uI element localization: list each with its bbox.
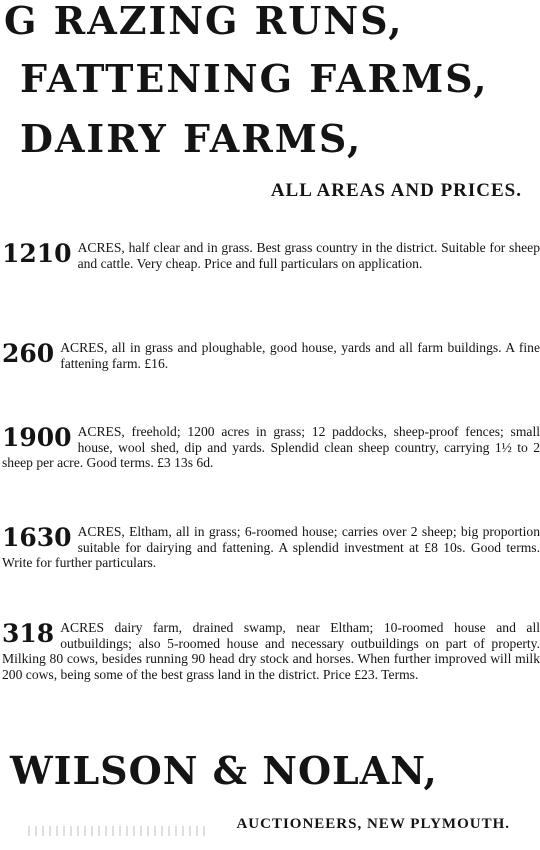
listing-acres: 1630 (2, 523, 72, 552)
print-smudge (28, 826, 208, 836)
heading-dairy-farms: DAIRY FARMS, (20, 116, 363, 161)
listing-acres: 260 (2, 339, 55, 368)
firm-name: WILSON & NOLAN, (10, 748, 438, 793)
listing-acres: 318 (2, 619, 55, 648)
listing-1630-acres (2, 524, 540, 571)
listing-acres: 1210 (2, 239, 72, 268)
listing-260-acres (2, 340, 540, 371)
listing-text: ACRES, freehold; 1200 acres in grass; 12 paddocks, sheep-proof fences; small house, wool shed, dip and yards. Splendid clean sheep country, carrying 1½ to 2 sheep per acre. Good terms. £3 13s 6d. (2, 424, 540, 470)
listing-text: ACRES dairy farm, drained swamp, near Eltham; 10-roomed house and all outbuildings; also 5-roomed house and necessary outbuildings on part of property. Milking 80 cows, besides running 90 head dry stock and horses. When further improved will milk 200 cows, being some of the best grass land in the district. Price £23. Terms. (2, 620, 540, 682)
listing-1210-acres (2, 240, 540, 271)
footer-auctioneers: AUCTIONEERS, NEW PLYMOUTH. (236, 816, 510, 832)
listing-1900-acres (2, 424, 540, 471)
listing-text: ACRES, all in grass and ploughable, good house, yards and all farm buildings. A fine fattening farm. £16. (60, 340, 540, 371)
listing-text: ACRES, Eltham, all in grass; 6-roomed house; carries over 2 sheep; big proportion suitable for dairying and fattening. A splendid investment at £8 10s. Good terms. Write for further particulars. (2, 524, 540, 570)
subheading: ALL AREAS AND PRICES. (270, 180, 522, 201)
listing-318-acres (2, 620, 540, 682)
listing-text: ACRES, half clear and in grass. Best grass country in the district. Suitable for sheep and cattle. Very cheap. Price and full particulars on application. (77, 240, 540, 271)
heading-fattening-farms: FATTENING FARMS, (20, 56, 489, 101)
listing-acres: 1900 (2, 423, 72, 452)
heading-grazing-runs: G RAZING RUNS, (4, 0, 404, 43)
